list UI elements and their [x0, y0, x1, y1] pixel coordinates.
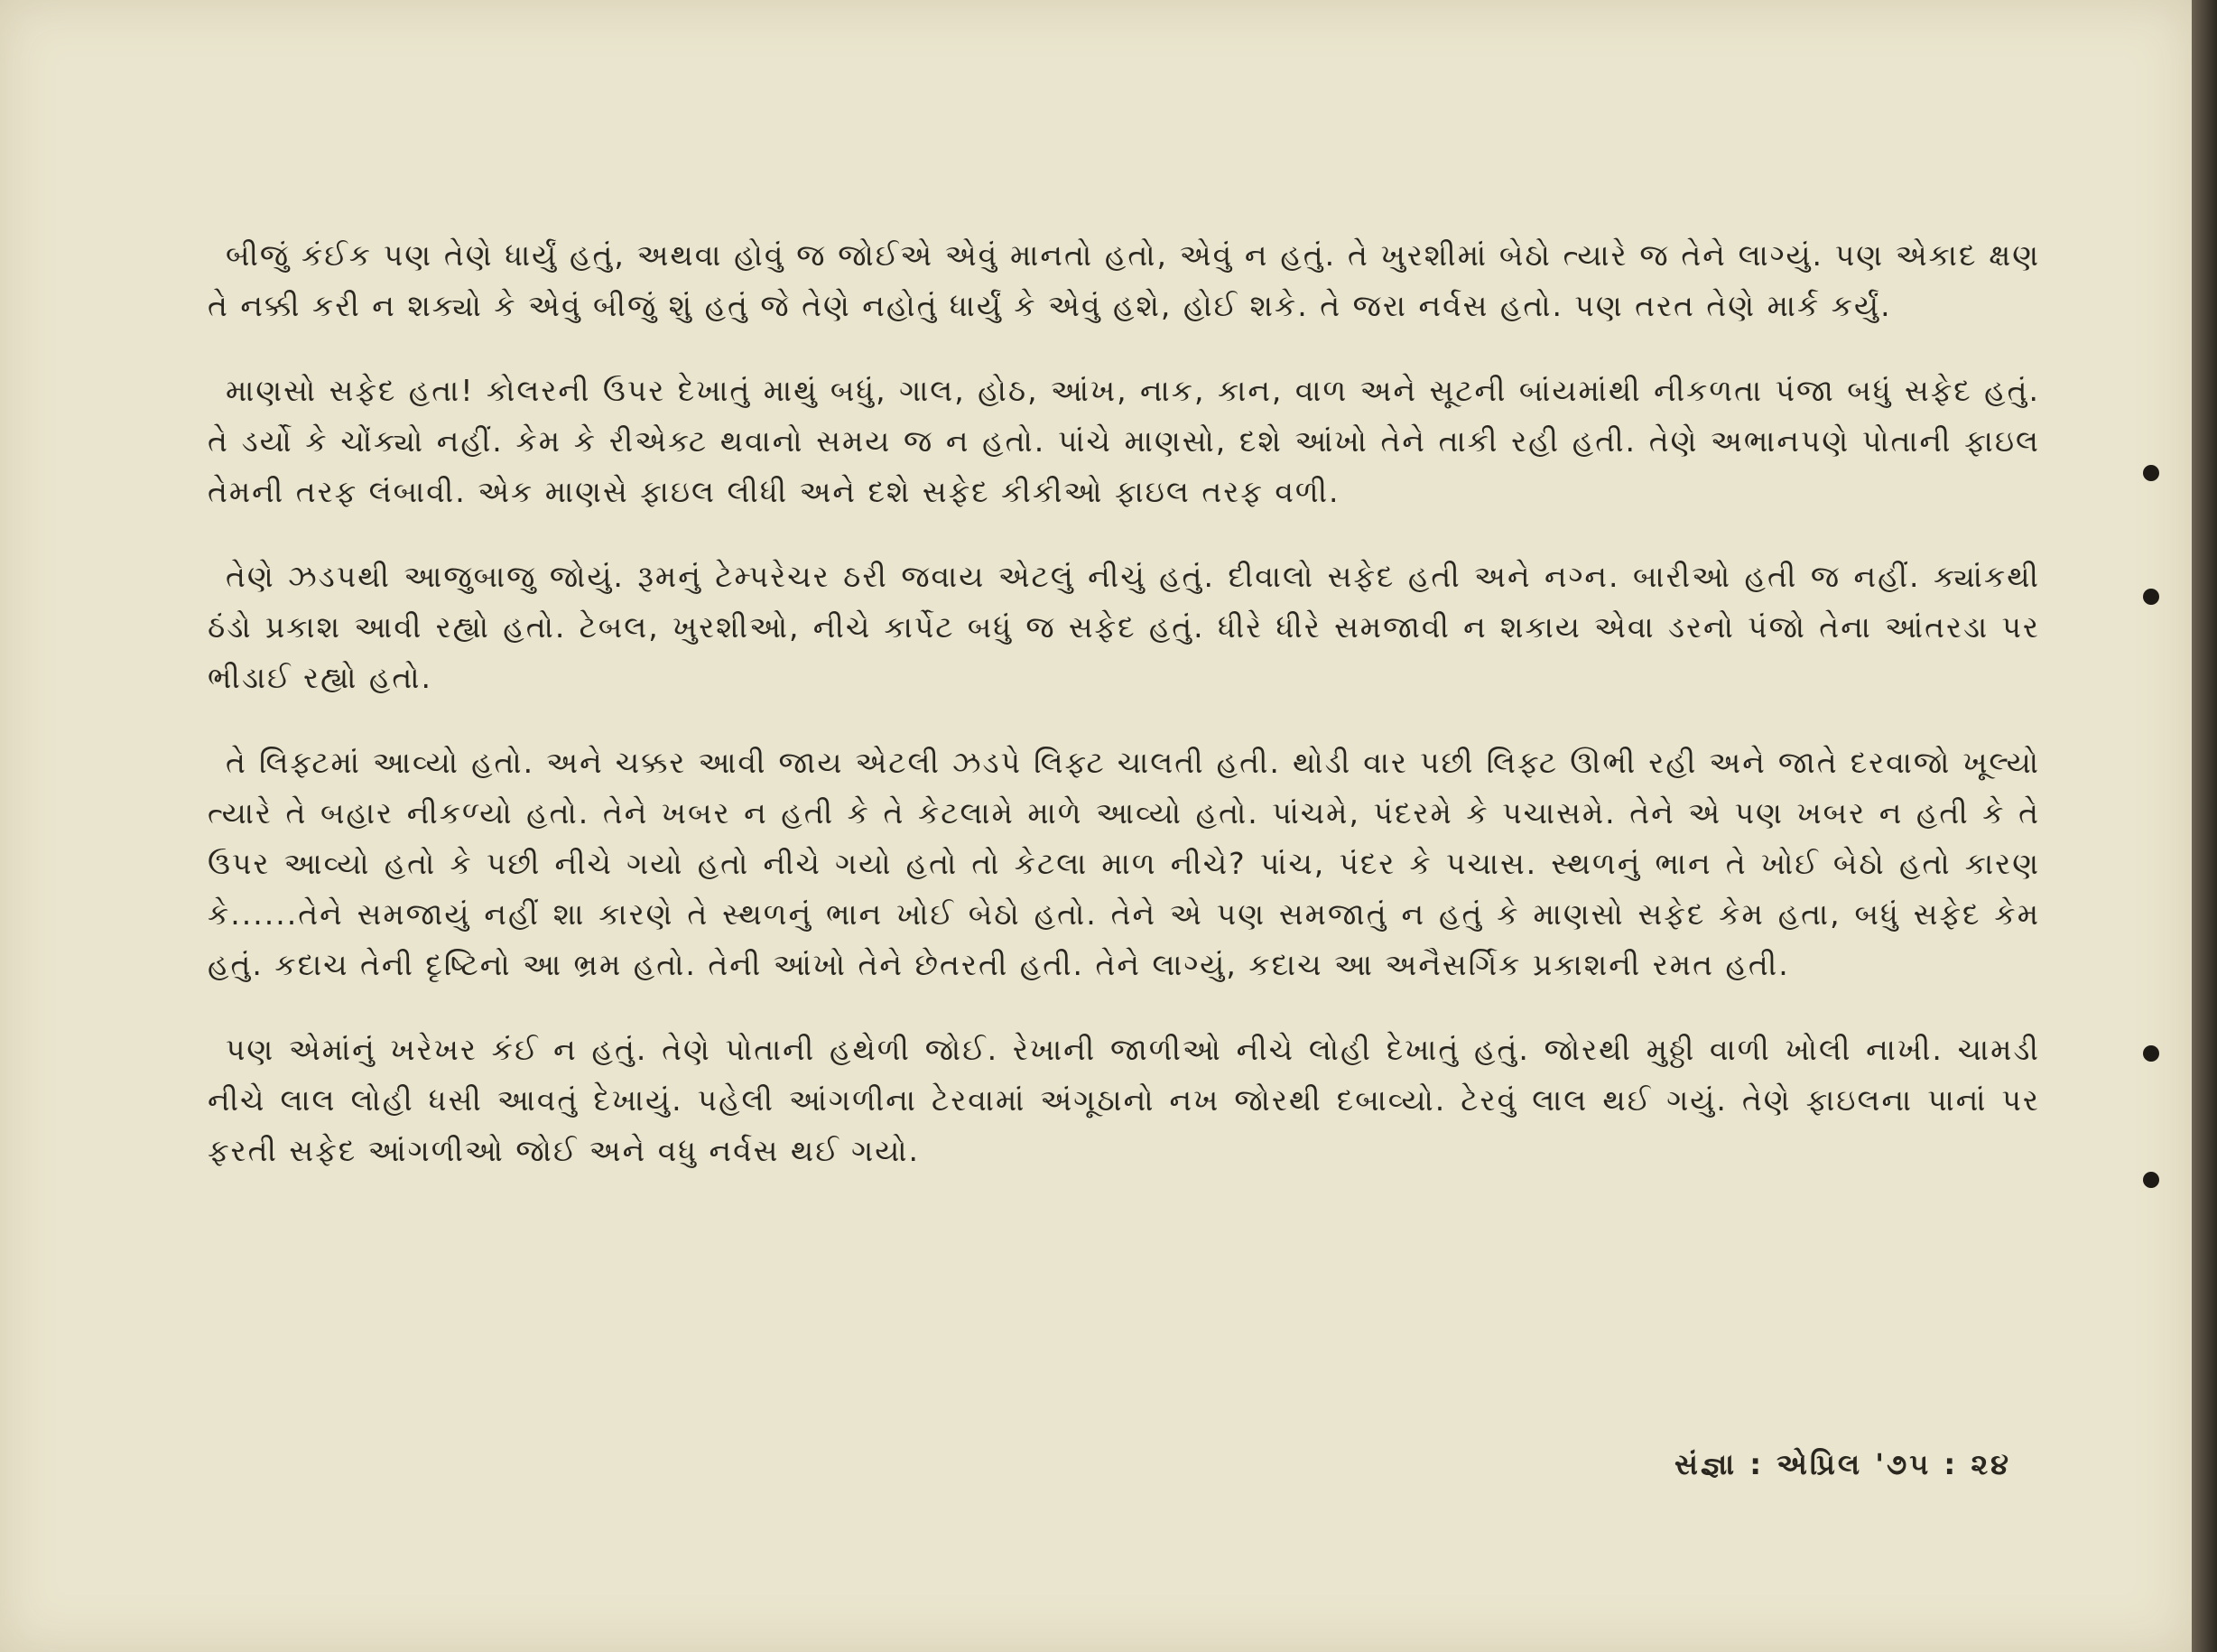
page-footer: સંજ્ઞા : એપ્રિલ '૭૫ : ૨૪ — [1674, 1447, 2011, 1481]
paragraph-1: બીજું કંઈક પણ તેણે ધાર્યું હતું, અથવા હોવું જ જોઈએ એવું માનતો હતો, એવું ન હતું. તે ખુરશીમાં બેઠો ત્યારે જ તેને લાગ્યું. પણ એકાદ ક્ષણ તે નક્કી કરી ન શક્યો કે એવું બીજું શું હતું જે તેણે નહોતું ધાર્યું કે એવું હશે, હોઈ શકે. તે જરા નર્વસ હતો. પણ તરત તેણે માર્ક કર્યું. — [208, 237, 2040, 323]
paragraph-3: તેણે ઝડપથી આજુબાજુ જોયું. રૂમનું ટેમ્પરેચર ઠરી જવાય એટલું નીચું હતું. દીવાલો સફેદ હતી અને નગ્ન. બારીઓ હતી જ નહીં. ક્યાંકથી ઠંડો પ્રકાશ આવી રહ્યો હતો. ટેબલ, ખુરશીઓ, નીચે કાર્પેટ બધું જ સફેદ હતું. ધીરે ધીરે સમજાવી ન શકાય એવા ડરનો પંજો તેના આંતરડા પર ભીડાઈ રહ્યો હતો. — [208, 559, 2040, 695]
paragraph-4: તે લિફ્ટમાં આવ્યો હતો. અને ચક્કર આવી જાય એટલી ઝડપે લિફ્ટ ચાલતી હતી. થોડી વાર પછી લિફ્ટ ઊભી રહી અને જાતે દરવાજો ખૂલ્યો ત્યારે તે બહાર નીકળ્યો હતો. તેને ખબર ન હતી કે તે કેટલામે માળે આવ્યો હતો. પાંચમે, પંદરમે કે પચાસમે. તેને એ પણ ખબર ન હતી કે તે ઉપર આવ્યો હતો કે પછી નીચે ગયો હતો નીચે ગયો હતો તો કેટલા માળ નીચે? પાંચ, પંદર કે પચાસ. સ્થળનું ભાન તે ખોઈ બેઠો હતો કારણ કે......તેને સમજાયું નહીં શા કારણે તે સ્થળનું ભાન ખોઈ બેઠો હતો. તેને એ પણ સમજાતું ન હતું કે માણસો સફેદ કેમ હતા, બધું સફેદ કેમ હતું. કદાચ તેની દૃષ્ટિનો આ ભ્રમ હતો. તેની આંખો તેને છેતરતી હતી. તેને લાગ્યું, કદાચ આ અનૈસર્ગિક પ્રકાશની રમત હતી. — [208, 745, 2040, 982]
paragraph-5: પણ એમાંનું ખરેખર કંઈ ન હતું. તેણે પોતાની હથેળી જોઈ. રેખાની જાળીઓ નીચે લોહી દેખાતું હતું. જોરથી મુઠ્ઠી વાળી ખોલી નાખી. ચામડી નીચે લાલ લોહી ધસી આવતું દેખાયું. પહેલી આંગળીના ટેરવામાં અંગૂઠાનો નખ જોરથી દબાવ્યો. ટેરવું લાલ થઈ ગયું. તેણે ફાઇલના પાનાં પર ફરતી સફેદ આંગળીઓ જોઈ અને વધુ નર્વસ થઈ ગયો. — [208, 1032, 2040, 1168]
binding-hole — [2143, 589, 2159, 605]
binding-hole — [2143, 465, 2159, 481]
body-text — [208, 230, 2040, 1211]
paragraph-2: માણસો સફેદ હતા! કોલરની ઉપર દેખાતું માથું બધું, ગાલ, હોઠ, આંખ, નાક, કાન, વાળ અને સૂટની બાંયમાંથી નીકળતા પંજા બધું સફેદ હતું. તે ડર્યો કે ચોંક્યો નહીં. કેમ કે રીએક્ટ થવાનો સમય જ ન હતો. પાંચે માણસો, દશે આંખો તેને તાકી રહી હતી. તેણે અભાનપણે પોતાની ફાઇલ તેમની તરફ લંબાવી. એક માણસે ફાઇલ લીધી અને દશે સફેદ કીકીઓ ફાઇલ તરફ વળી. — [208, 373, 2040, 509]
page-edge-shadow — [2192, 0, 2217, 1652]
binding-hole — [2143, 1045, 2159, 1062]
binding-hole — [2143, 1172, 2159, 1188]
